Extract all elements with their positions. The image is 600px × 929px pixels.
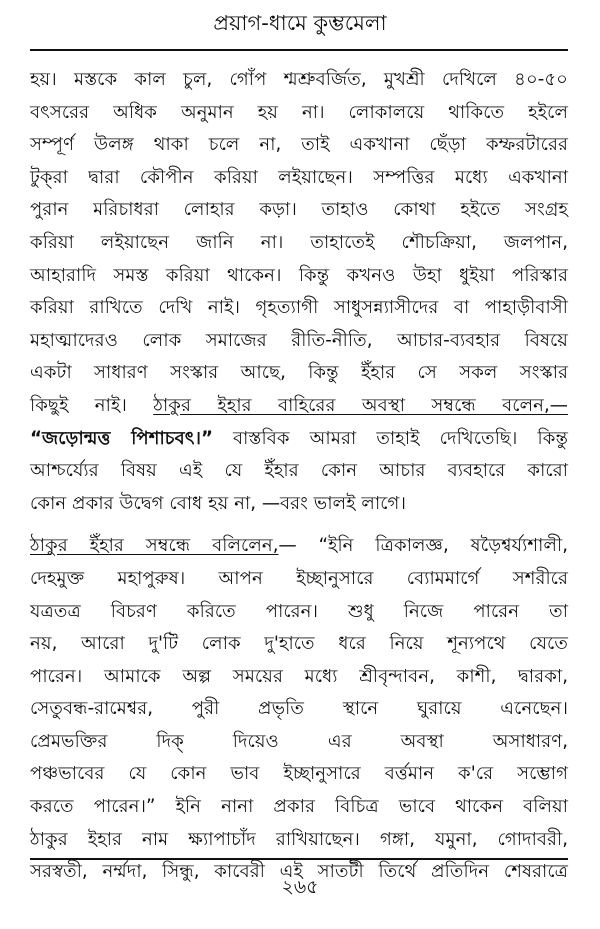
text-line: পঞ্চভাবের যে কোন ভাব ইচ্ছানুসারে বর্ত্তমান ক'রে সম্ভোগ [30, 763, 568, 785]
running-header: প্রয়াগ-ধামে কুম্ভমেলা [213, 11, 387, 35]
text-line: বৎসরের অধিক অনুমান হয় না। লোকালয়ে থাকিতে হইলে [30, 101, 568, 123]
text-line [30, 530, 568, 563]
paragraph-2 [30, 530, 568, 889]
body-text [30, 64, 568, 889]
text-line: করিয়া লইয়াছেন জানি না। তাহাতেই শৌচক্রিয়া, জলপান, [30, 231, 568, 253]
text-line: পুরান মরিচাধরা লোহার কড়া। তাহাও কোথা হইতে সংগ্রহ [30, 199, 568, 221]
paragraph-1 [30, 64, 568, 520]
text-line: করিয়া রাখিতে দেখি নাই। গৃহত্যাগী সাধুসন্ন্যাসীদের বা পাহাড়ীবাসী [30, 297, 568, 319]
text-line: পারেন। আমাকে অল্প সময়ের মধ্যে শ্রীবৃন্দাবন, কাশী, দ্বারকা, [30, 665, 568, 687]
page-number: ২৬৫ [281, 876, 319, 898]
underlined-text: ঠাকুর ইঁহার সম্বন্ধে বলিলেন, [30, 535, 279, 557]
text-line: মহাত্মাদেরও লোক সমাজের রীতি-নীতি, আচার-ব্যবহার বিষয়ে [30, 329, 568, 351]
text-line: একটা সাধারণ সংস্কার আছে, কিন্তু ইঁহার সে সকল সংস্কার [30, 362, 568, 384]
text-line: করতে পারেন।” ইনি নানা প্রকার বিচিত্র ভাবে থাকেন বলিয়া [30, 796, 568, 818]
text-fragment: বাস্তবিক আমরা তাহাই দেখিতেছি। কিন্তু [212, 427, 568, 449]
text-line: যত্রতত্র বিচরণ করিতে পারেন। শুধু নিজে পারেন তা [30, 600, 568, 622]
text-line: প্রেমভক্তির দিক্ দিয়েও এর অবস্থা অসাধারণ, [30, 730, 568, 752]
text-line: টুক্‌রা দ্বারা কৌপীন করিয়া লইয়াছেন। সম্পত্তির মধ্যে একখানা [30, 166, 568, 188]
bold-quote: “জড়োন্মত্ত পিশাচবৎ।” [30, 427, 213, 449]
text-line: নয়, আরো দু'টি লোক দু'হাতে ধরে নিয়ে শূন্যপথে যেতে [30, 633, 568, 655]
text-line: সরস্বতী, নর্ম্মদা, সিন্ধু, কাবেরী এই সাতটী তির্থে প্রতিদিন শেষরাত্রে [30, 861, 568, 883]
header-rule [30, 49, 568, 51]
text-line: ঠাকুর ইহার নাম ক্ষ্যাপাচাঁদ রাখিয়াছেন। গঙ্গা, যমুনা, গোদাবরী, [30, 828, 568, 850]
text-fragment: — “ইনি ত্রিকালজ্ঞ, ষড়ৈশ্বর্য্যশালী, [278, 535, 568, 557]
text-line: আহারাদি সমস্ত করিয়া থাকেন। কিন্তু কখনও উহা ধুইয়া পরিস্কার [30, 264, 568, 286]
footer-rule [30, 858, 568, 860]
text-line: দেহমুক্ত মহাপুরুষ। আপন ইচ্ছানুসারে ব্যোমমার্গে সশরীরে [30, 567, 568, 589]
text-line [30, 390, 568, 423]
text-line: কোন প্রকার উদ্বেগ বোধ হয় না, —বরং ভালই লাগে। [30, 492, 406, 514]
text-fragment: কিছুই নাই। [30, 394, 154, 416]
text-line [30, 423, 568, 456]
underlined-text: ঠাকুর ইহার বাহিরের অবস্থা সম্বন্ধে বলেন,— [153, 394, 568, 416]
text-line: হয়। মস্তকে কাল চুল, গোঁপ শ্মশ্রুবর্জিত, মুখশ্রী দেখিলে ৪০-৫০ [30, 69, 568, 90]
text-line: সম্পূর্ণ উলঙ্গ থাকা চলে না, তাই একখানা ছেঁড়া কম্ফরটারের [30, 134, 568, 156]
text-line: সেতুবন্ধ-রামেশ্বর, পুরী প্রভৃতি স্থানে ঘুরায়ে এনেছেন। [30, 698, 568, 720]
text-line: আশ্চর্য্যের বিষয় এই যে ইঁহার কোন আচার ব্যবহারে কারো [30, 460, 568, 482]
